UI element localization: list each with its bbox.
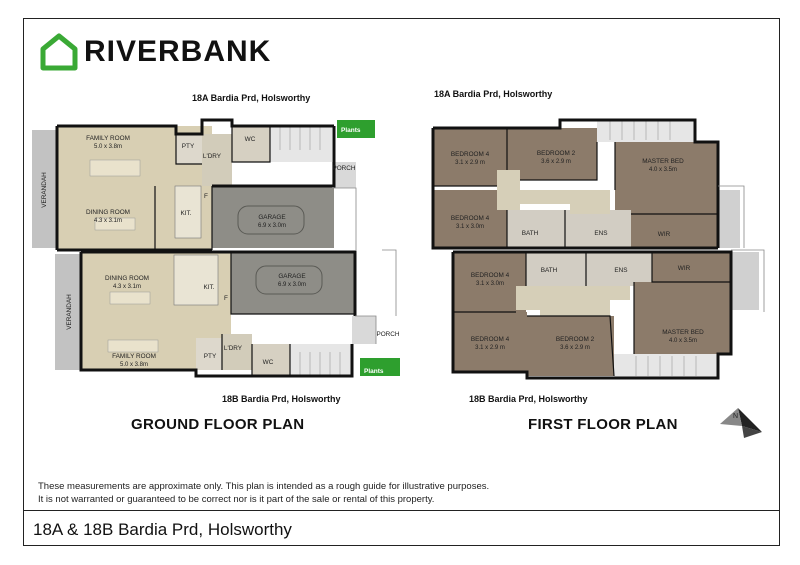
first-bed4-b2-dim: 3.1 x 2.9 m [475,345,505,351]
first-bath-b-label: BATH [540,267,558,274]
ground-garage-a-dim: 6.9 x 3.0m [257,223,287,229]
first-master-a [615,142,718,214]
first-ens-a-label: ENS [594,230,608,237]
stairs-b [290,344,352,376]
ground-porch-a-label: PORCH [332,165,356,172]
ground-wc-b-label: WC [262,359,274,366]
disclaimer-line-1: These measurements are approximate only. This plan is intended as a rough guide for illustrative purposes. [38,481,490,492]
first-bottom-address: 18B Bardia Prd, Holsworthy [469,394,588,404]
first-top-address: 18A Bardia Prd, Holsworthy [434,89,553,99]
ground-laundry-b-label: L'DRY [223,345,243,352]
first-stairs-b [614,354,718,378]
first-master-b-dim: 4.0 x 3.5m [668,338,698,344]
ground-pty-b-label: PTY [203,353,217,360]
first-wir-a-label: WIR [657,231,671,238]
first-void-a [718,190,740,248]
brand-name: RIVERBANK [84,35,272,68]
ground-fridge-b-label: F [224,295,228,302]
ground-floor-plan [32,120,400,376]
north-compass-icon [720,408,762,438]
ground-family-room-a-label: FAMILY ROOM [86,135,130,142]
first-master-a-label: MASTER BED [642,158,684,165]
ground-plants-b-label: Plants [364,368,384,375]
ground-family-room-b-dim: 5.0 x 3.8m [119,362,149,368]
first-bed4-b1-dim: 3.1 x 3.0m [475,281,505,287]
first-bath-a [507,210,565,248]
first-wir-b [652,252,731,282]
first-bed4-b1-label: BEDROOM 4 [470,272,510,279]
ground-dining-room-b-label: DINING ROOM [104,275,150,282]
first-floor-plan [433,120,764,378]
stairs-a [270,126,332,162]
first-bed2-b-dim: 3.6 x 2.9 m [560,345,590,351]
first-wir-b-label: WIR [677,265,691,272]
disclaimer-line-2: It is not warranted or guaranteed to be correct nor is it part of the sale or rental of this property. [38,494,435,505]
porch-b [352,316,376,344]
ground-porch-b-label: PORCH [376,331,400,338]
first-wir-a [631,214,718,248]
ground-family-room-a-dim: 5.0 x 3.8m [93,144,123,150]
wc-a [232,126,270,162]
ground-dining-room-a-label: DINING ROOM [85,209,131,216]
ground-dining-room-a-dim: 4.3 x 3.1m [93,218,123,224]
first-master-a-dim: 4.0 x 3.5m [648,167,678,173]
ground-verandah-b-label: VERANDAH [66,294,73,330]
ground-fridge-a-label: F [204,193,208,200]
ground-top-address: 18A Bardia Prd, Holsworthy [192,93,311,103]
first-bed4-a1-dim: 3.1 x 2.9 m [455,160,485,166]
first-bath-a-label: BATH [521,230,539,237]
first-bed4-a1-label: BEDROOM 4 [450,151,490,158]
ground-laundry-a-label: L'DRY [202,153,222,160]
first-void-b [731,252,759,310]
ground-family-room-b-label: FAMILY ROOM [112,353,156,360]
laundry-a [202,134,232,186]
ground-dining-room-b-dim: 4.3 x 3.1m [112,284,142,290]
ground-bottom-address: 18B Bardia Prd, Holsworthy [222,394,341,404]
ground-floor-title: GROUND FLOOR PLAN [131,416,305,433]
ground-verandah-a-label: VERANDAH [41,172,48,208]
compass-north-label: N [733,413,739,420]
ground-kitchen-a-label: KIT. [180,210,192,217]
first-bed2-a-dim: 3.6 x 2.9 m [541,159,571,165]
first-bed2-a-label: BEDROOM 2 [536,150,576,157]
first-master-b-label: MASTER BED [662,329,704,336]
ground-wc-a-label: WC [244,136,256,143]
ground-kitchen-b-label: KIT. [203,284,215,291]
first-bed4-a2-label: BEDROOM 4 [450,215,490,222]
first-bed4-b2-label: BEDROOM 4 [470,336,510,343]
first-bed2-b-label: BEDROOM 2 [555,336,595,343]
ground-pty-a-label: PTY [181,143,195,150]
ground-garage-b-label: GARAGE [278,273,306,280]
footer-address: 18A & 18B Bardia Prd, Holsworthy [33,520,292,539]
laundry-b [222,334,252,370]
ground-garage-b-dim: 6.9 x 3.0m [277,282,307,288]
first-ens-a [565,210,631,248]
ground-garage-a-label: GARAGE [258,214,286,221]
first-bed4-a2-dim: 3.1 x 3.0m [455,224,485,230]
first-floor-title: FIRST FLOOR PLAN [528,416,678,433]
first-ens-b-label: ENS [614,267,628,274]
ground-plants-a-label: Plants [341,127,361,134]
